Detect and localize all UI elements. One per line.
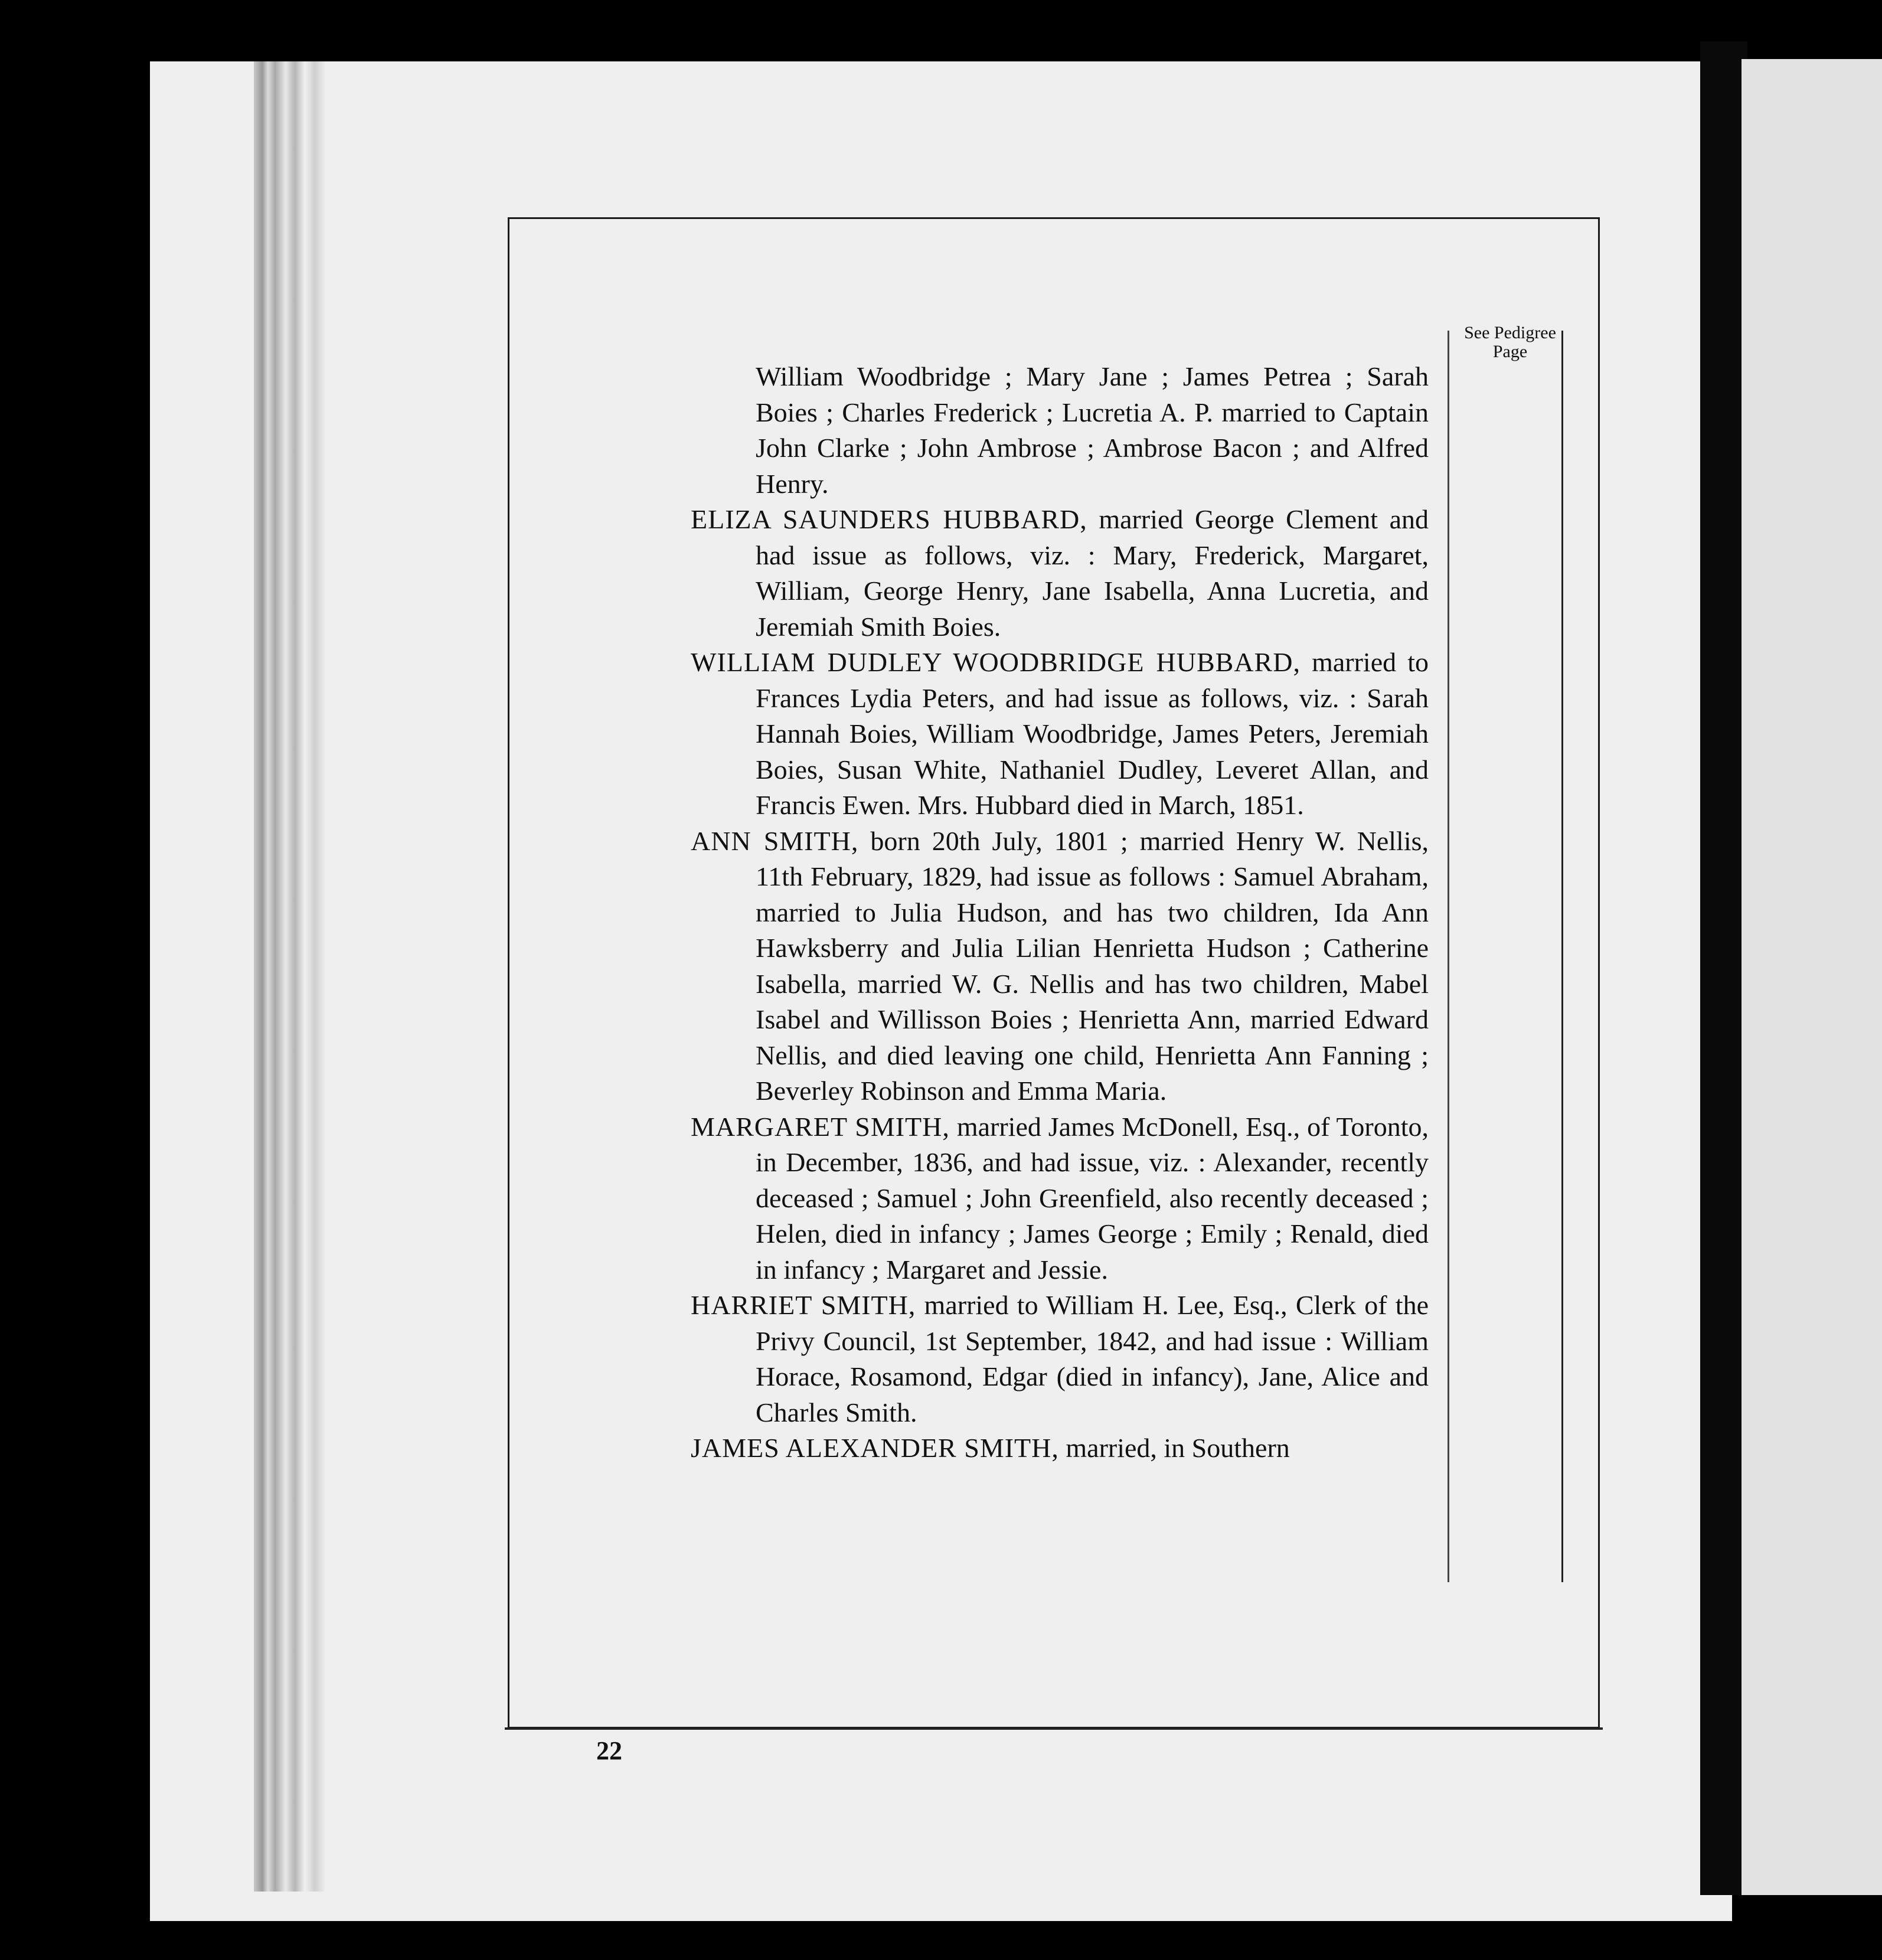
margin-column-left-rule — [1448, 331, 1449, 1582]
entry-name: WILLIAM DUDLEY WOODBRIDGE HUBBARD, — [691, 647, 1301, 677]
page-gutter — [1700, 41, 1747, 1895]
entry-eliza-saunders-hubbard — [691, 502, 1429, 645]
entry-text: married to William H. Lee, Esq., Clerk of the Privy Council, 1st September, 1842, and had issue : William Horace, Rosamond, Edgar (died in infancy), Jane, Alice and Charles Smith. — [756, 1290, 1429, 1427]
margin-note-line1: See Pedigree — [1464, 323, 1556, 342]
entry-harriet-smith — [691, 1288, 1429, 1430]
entry-text: born 20th July, 1801 ; married Henry W. Nellis, 11th February, 1829, had issue as follows : Samuel Abraham, married to Julia Hudson, and has two children, Ida Ann Hawksberry and Julia Lilian Henrietta Hudson ; Catherine Isabella, married W. G. Nellis and has two children, Mabel Isabel and Willisson Boies ; Henrietta Ann, married Edward Nellis, and died leaving one child, Henrietta Ann Fanning ; Beverley Robinson and Emma Maria. — [756, 825, 1429, 1106]
entry-text: married James McDonell, Esq., of Toronto, in December, 1836, and had issue, viz. : Alexander, recently deceased ; Samuel ; John Greenfield, also recently deceased ; Helen, died in infancy ; James George ; Emily ; Renald, died in infancy ; Margaret and Jessie. — [756, 1111, 1429, 1285]
bottom-rule — [505, 1727, 1603, 1730]
entry-text: married to Frances Lydia Peters, and had issue as follows, viz. : Sarah Hannah Boies, William Woodbridge, James Peters, Jeremiah Boies, Susan White, Nathaniel Dudley, Leveret Allan, and Francis Ewen. Mrs. Hubbard died in March, 1851. — [756, 647, 1429, 820]
continuation-paragraph: William Woodbridge ; Mary Jane ; James Petrea ; Sarah Boies ; Charles Frederick ; Lucretia A. P. married to Captain John Clarke ; John Ambrose ; Ambrose Bacon ; and Alfred Henry. — [756, 361, 1429, 499]
entry-name: MARGARET SMITH, — [691, 1111, 950, 1142]
entry-text: married George Clement and had issue as follows, viz. : Mary, Frederick, Margaret, William, George Henry, Jane Isabella, Anna Lucretia, and Jeremiah Smith Boies. — [756, 504, 1429, 642]
margin-column-right-rule — [1561, 331, 1563, 1582]
page-number: 22 — [596, 1736, 622, 1765]
entry-name: ELIZA SAUNDERS HUBBARD, — [691, 504, 1087, 534]
entry-name: JAMES ALEXANDER SMITH, — [691, 1433, 1059, 1463]
body-text — [691, 359, 1429, 1466]
entry-name: HARRIET SMITH, — [691, 1290, 916, 1320]
entry-text: married, in Southern — [1066, 1433, 1290, 1463]
entry-james-alexander-smith — [691, 1430, 1429, 1466]
margin-note-line2: Page — [1492, 342, 1528, 361]
facing-page-edge — [1741, 59, 1882, 1895]
book-binding-edge — [254, 61, 325, 1892]
entry-margaret-smith — [691, 1109, 1429, 1288]
entry-ann-smith — [691, 824, 1429, 1109]
entry-william-dudley-woodbridge-hubbard — [691, 645, 1429, 824]
entry-name: ANN SMITH, — [691, 825, 859, 856]
margin-note — [1451, 324, 1569, 361]
